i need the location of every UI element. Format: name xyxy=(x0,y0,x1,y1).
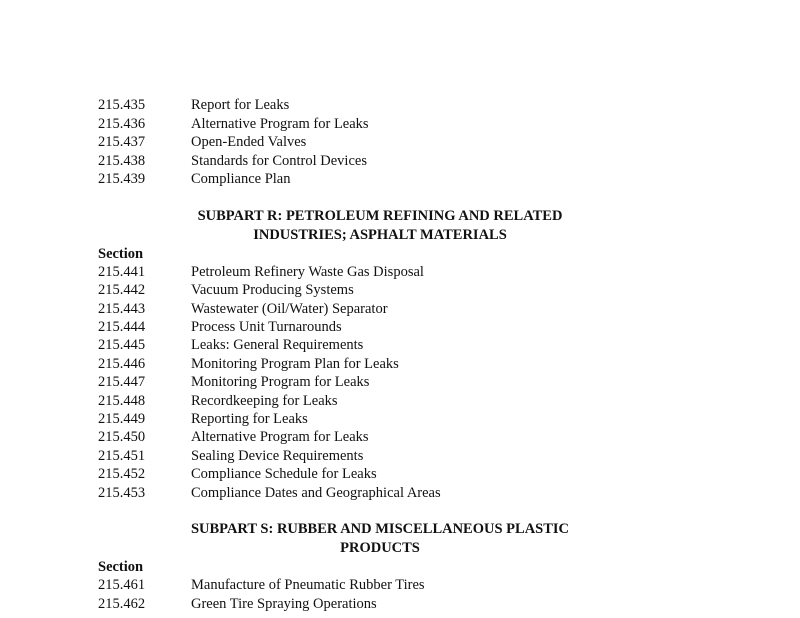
subpart-r-heading-line1: SUBPART R: PETROLEUM REFINING AND RELATED xyxy=(197,208,563,224)
section-title: Reporting for Leaks xyxy=(191,411,308,427)
section-title: Sealing Device Requirements xyxy=(191,448,364,464)
section-title: Process Unit Turnarounds xyxy=(191,319,342,335)
section-title: Leaks: General Requirements xyxy=(191,337,364,353)
section-number: 215.437 xyxy=(98,134,146,150)
section-title: Standards for Control Devices xyxy=(191,153,367,169)
section-title: Alternative Program for Leaks xyxy=(191,116,369,132)
section-title: Monitoring Program for Leaks xyxy=(191,374,370,390)
section-number: 215.462 xyxy=(98,596,146,612)
section-title: Petroleum Refinery Waste Gas Disposal xyxy=(191,264,424,280)
section-number: 215.447 xyxy=(98,374,146,390)
section-number: 215.450 xyxy=(98,429,146,445)
section-title: Monitoring Program Plan for Leaks xyxy=(191,356,399,372)
section-number: 215.449 xyxy=(98,411,146,427)
section-title: Manufacture of Pneumatic Rubber Tires xyxy=(191,577,425,593)
section-title: Open-Ended Valves xyxy=(191,134,307,150)
section-title: Wastewater (Oil/Water) Separator xyxy=(191,301,388,317)
section-number: 215.461 xyxy=(98,577,146,593)
subpart-s-heading-line2: PRODUCTS xyxy=(340,540,420,556)
section-number: 215.453 xyxy=(98,485,146,501)
section-number: 215.438 xyxy=(98,153,146,169)
section-number: 215.446 xyxy=(98,356,146,372)
subpart-r-heading xyxy=(160,207,600,245)
section-column-label: Section xyxy=(98,559,144,575)
subpart-s-heading-line1: SUBPART S: RUBBER AND MISCELLANEOUS PLASTIC xyxy=(190,521,570,537)
section-title: Vacuum Producing Systems xyxy=(191,282,354,298)
subpart-r-heading-line2: INDUSTRIES; ASPHALT MATERIALS xyxy=(253,227,507,243)
section-number: 215.452 xyxy=(98,466,146,482)
section-number: 215.441 xyxy=(98,264,146,280)
section-number: 215.451 xyxy=(98,448,146,464)
section-number: 215.435 xyxy=(98,97,146,113)
section-number: 215.436 xyxy=(98,116,146,132)
subpart-s-heading xyxy=(160,520,600,558)
section-title: Compliance Dates and Geographical Areas xyxy=(191,485,441,501)
section-title: Compliance Plan xyxy=(191,171,291,187)
section-title: Report for Leaks xyxy=(191,97,290,113)
section-title: Compliance Schedule for Leaks xyxy=(191,466,377,482)
section-number: 215.442 xyxy=(98,282,146,298)
section-number: 215.444 xyxy=(98,319,146,335)
section-number: 215.448 xyxy=(98,393,146,409)
section-title: Green Tire Spraying Operations xyxy=(191,596,377,612)
section-number: 215.439 xyxy=(98,171,146,187)
section-column-label: Section xyxy=(98,246,144,262)
section-number: 215.443 xyxy=(98,301,146,317)
section-title: Recordkeeping for Leaks xyxy=(191,393,338,409)
section-title: Alternative Program for Leaks xyxy=(191,429,369,445)
section-number: 215.445 xyxy=(98,337,146,353)
